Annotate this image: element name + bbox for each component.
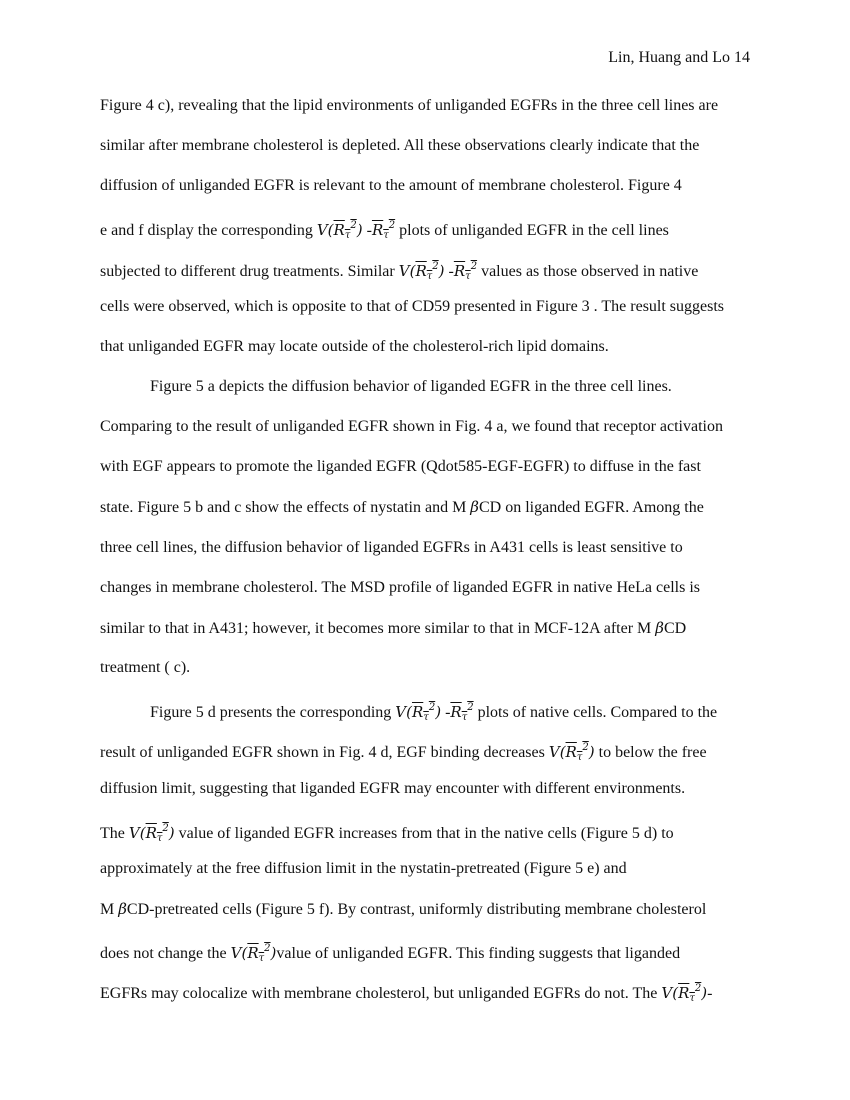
- running-head: Lin, Huang and Lo 14: [608, 49, 750, 66]
- text-line: cells were observed, which is opposite to that of CD59 presented in Figure 3 . The result suggests: [100, 298, 725, 315]
- text-line: treatment ( c).: [100, 659, 191, 676]
- math-r-tau-squared: $R_\tau^2$: [450, 702, 474, 723]
- text-line: three cell lines, the diffusion behavior of liganded EGFRs in A431 cells is least sensitive to: [100, 539, 683, 556]
- text-line: M βCD-pretreated cells (Figure 5 f). By contrast, uniformly distributing membrane cholesterol: [100, 900, 707, 918]
- text-line: The $V(R_\tau^2)$ value of liganded EGFR increases from that in the native cells (Figure 5 d) to: [100, 823, 674, 844]
- paragraph-start: Figure 5 a depicts the diffusion behavior of liganded EGFR in the three cell lines.: [150, 378, 672, 395]
- text-line: Comparing to the result of unliganded EGFR shown in Fig. 4 a, we found that receptor activation: [100, 418, 723, 435]
- text-line: with EGF appears to promote the liganded EGFR (Qdot585-EGF-EGFR) to diffuse in the fast: [100, 458, 701, 475]
- math-r-tau-squared: $R_\tau^2$: [453, 261, 478, 282]
- text-line: does not change the $V(R_\tau^2)value$ of unliganded EGFR. This finding suggests that liganded: [100, 943, 681, 964]
- text-line: Figure 4 c), revealing that the lipid environments of unliganded EGFRs in the three cell lines are: [100, 97, 719, 114]
- text-line: similar after membrane cholesterol is depleted. All these observations clearly indicate that the: [100, 137, 700, 154]
- math-variance-r-tau-squared: $V(R_\tau^2)$: [398, 261, 445, 282]
- math-beta: β: [655, 619, 664, 637]
- text-line: result of unliganded EGFR shown in Fig. 4 d, EGF binding decreases $V(R_\tau^2)$ to below the free: [100, 742, 707, 763]
- text-line: state. Figure 5 b and c show the effects of nystatin and M βCD on liganded EGFR. Among the: [100, 498, 704, 516]
- text-line: e and f display the corresponding $V(R_\tau^2)$ $-R_\tau^2$ plots of unliganded EGFR in the cell lines: [100, 220, 669, 241]
- text-line: EGFRs may colocalize with membrane cholesterol, but unliganded EGFRs do not. The $V(R_\tau^2)-$: [100, 983, 713, 1004]
- text-line: that unliganded EGFR may locate outside of the cholesterol-rich lipid domains.: [100, 338, 609, 355]
- math-variance-r-tau-squared: $V(R_\tau^2)$: [128, 823, 175, 844]
- text-line: changes in membrane cholesterol. The MSD profile of liganded EGFR in native HeLa cells is: [100, 579, 700, 596]
- text-line: diffusion of unliganded EGFR is relevant to the amount of membrane cholesterol. Figure 4: [100, 177, 682, 194]
- math-r-tau-squared: $R_\tau^2$: [371, 220, 396, 241]
- math-variance-r-tau-squared: $V(R_\tau^2)$: [661, 983, 708, 1004]
- math-variance-r-tau-squared: $V(R_\tau^2)$: [395, 702, 442, 723]
- text-line: subjected to different drug treatments. Similar $V(R_\tau^2)$ $-R_\tau^2$ values as those observed in native: [100, 261, 699, 282]
- text-line: similar to that in A431; however, it becomes more similar to that in MCF-12A after M βCD: [100, 619, 687, 637]
- math-beta: β: [118, 900, 127, 918]
- text-line: diffusion limit, suggesting that liganded EGFR may encounter with different environments.: [100, 780, 686, 797]
- paragraph-start: Figure 5 d presents the corresponding $V(R_\tau^2)$ $-R_\tau^2$ plots of native cells. Compared to the: [150, 702, 718, 723]
- math-variance-r-tau-squared: $V(R_\tau^2)$: [316, 220, 363, 241]
- math-variance-r-tau-squared: $V(R_\tau^2)$: [230, 943, 277, 964]
- math-beta: β: [470, 498, 479, 516]
- math-variance-r-tau-squared: $V(R_\tau^2)$: [548, 742, 595, 763]
- text-line: approximately at the free diffusion limit in the nystatin-pretreated (Figure 5 e) and: [100, 860, 627, 877]
